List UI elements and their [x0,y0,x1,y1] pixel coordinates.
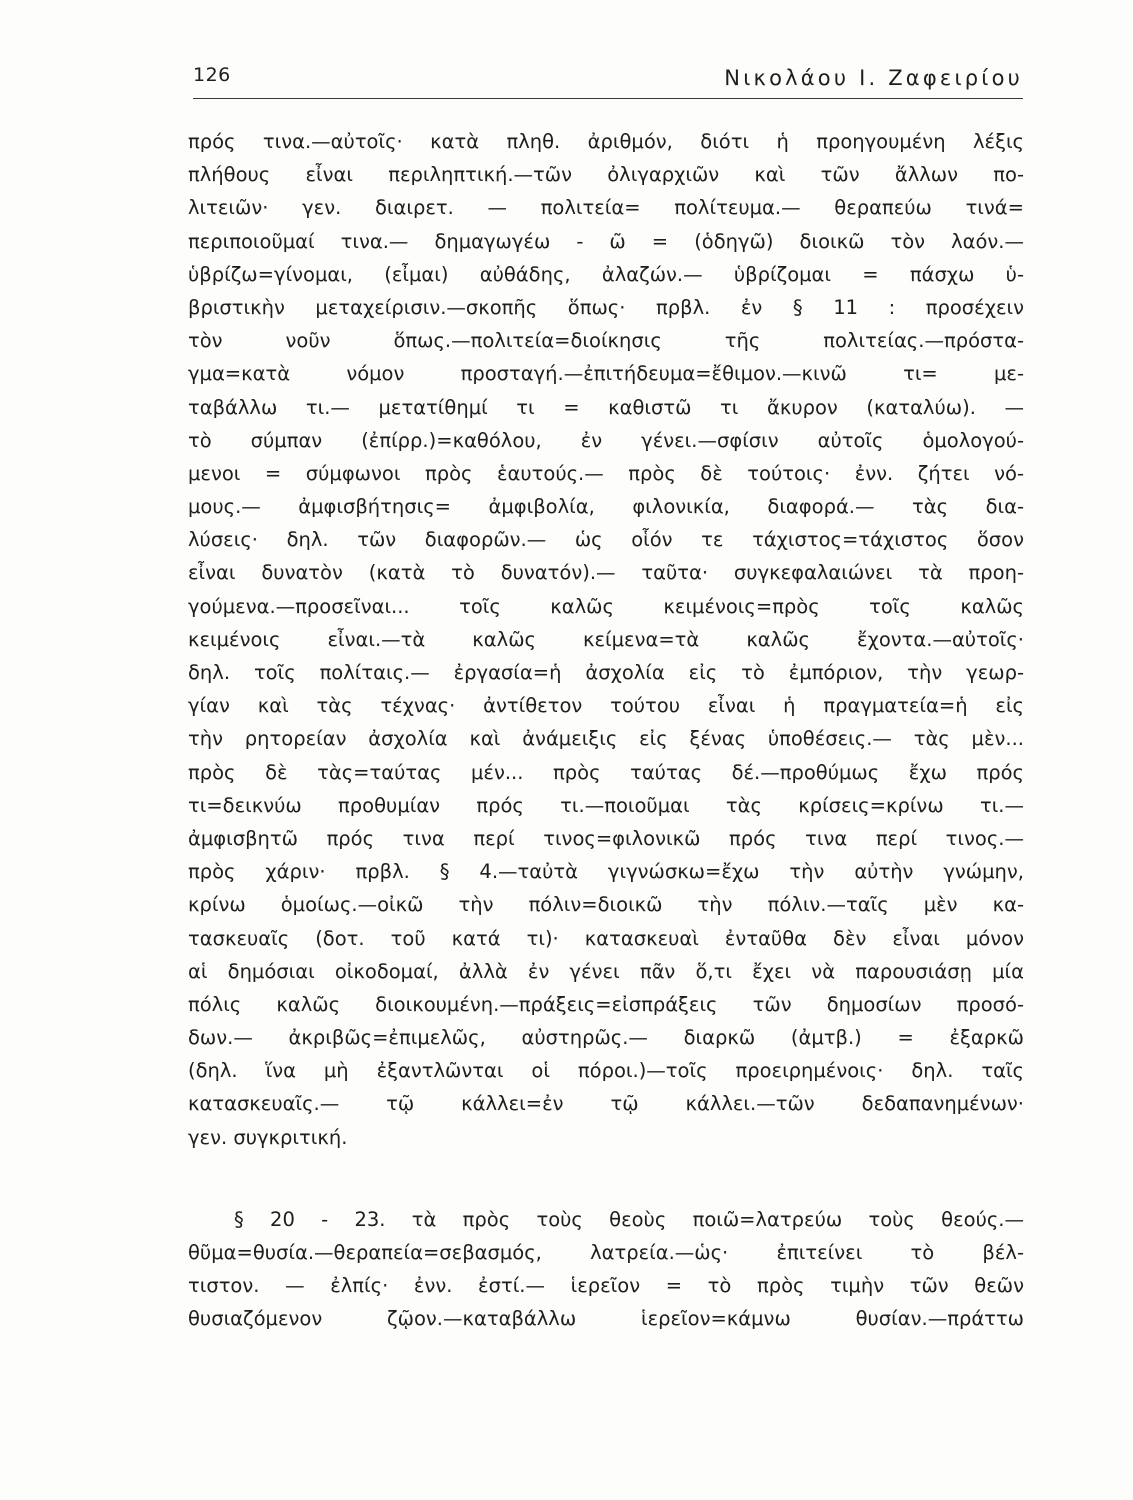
page-header [193,64,1023,99]
text-line: βριστικὴν μεταχείρισιν.—σκοπῆς ὅπως· πρβλ. ἐν § 11 : προσέχειν [188,295,1024,319]
text-line: γούμενα.—προσεῖναι... τοῖς καλῶς κειμένοις=πρὸς τοῖς καλῶς [188,594,1024,618]
text-line: πρὸς δὲ τὰς=ταύτας μέν... πρὸς ταύτας δέ.—προθύμως ἔχω πρός [188,760,1024,784]
text-line: δων.— ἀκριβῶς=ἐπιμελῶς, αὐστηρῶς.— διαρκῶ (ἀμτβ.) = ἐξαρκῶ [188,1026,1024,1050]
text-line: τι=δεικνύω προθυμίαν πρός τι.—ποιοῦμαι τὰς κρίσεις=κρίνω τι.— [188,793,1024,817]
text-line: πρός τινα.—αὐτοῖς· κατὰ πληθ. ἀριθμόν, διότι ἡ προηγουμένη λέξις [188,130,1024,153]
text-line: κειμένοις εἶναι.—τὰ καλῶς κείμενα=τὰ καλῶς ἔχοντα.—αὐτοῖς· [188,627,1024,651]
text-line: μενοι = σύμφωνοι πρὸς ἑαυτούς.— πρὸς δὲ τούτοις· ἐνν. ζήτει νό- [188,461,1024,485]
text-line: γμα=κατὰ νόμον προσταγή.—ἐπιτήδευμα=ἔθιμον.—κινῶ τι= με- [188,362,1024,386]
text-line: ὑβρίζω=γίνομαι, (εἶμαι) αὐθάδης, ἀλαζών.— ὑβρίζομαι = πάσχω ὑ- [188,262,1024,286]
text-line: δηλ. τοῖς πολίταις.— ἐργασία=ἡ ἀσχολία εἰς τὸ ἐμπόριον, τὴν γεωρ- [188,661,1024,684]
body-text [188,125,1024,1336]
text-line: μους.— ἀμφισβήτησις= ἀμφιβολία, φιλονικία, διαφορά.— τὰς δια- [188,495,1024,519]
text-line: πλήθους εἶναι περιληπτική.—τῶν ὀλιγαρχιῶν καὶ τῶν ἄλλων πο- [188,163,1024,187]
text-line: τὴν ρητορείαν ἀσχολία καὶ ἀνάμειξις εἰς ξένας ὑποθέσεις.— τὰς μὲν... [188,727,1024,751]
text-line: πρὸς χάριν· πρβλ. § 4.—ταὐτὰ γιγνώσκω=ἔχω τὴν αὐτὴν γνώμην, [188,860,1024,884]
text-line: περιποιοῦμαί τινα.— δημαγωγέω - ῶ = (ὁδηγῶ) διοικῶ τὸν λαόν.— [188,229,1024,253]
text-line: (δηλ. ἵνα μὴ ἐξαντλῶνται οἱ πόροι.)—τοῖς προειρημένοις· δηλ. ταῖς [188,1059,1024,1083]
text-line: τὸ σύμπαν (ἐπίρρ.)=καθόλου, ἐν γένει.—σφίσιν αὐτοῖς ὁμολογού- [188,428,1024,452]
text-line: ἀμφισβητῶ πρός τινα περί τινος=φιλονικῶ πρός τινα περί τινος.— [188,826,1024,850]
page-number: 126 [193,64,231,86]
paragraph-section-20-23 [188,1203,1024,1336]
text-line: λιτειῶν· γεν. διαιρετ. — πολιτεία= πολίτευμα.— θεραπεύω τινά= [188,196,1024,220]
running-head: Νικολάου Ι. Ζαφειρίου [724,66,1023,90]
text-line: τασκευαῖς (δοτ. τοῦ κατά τι)· κατασκευαὶ ἐνταῦθα δὲν εἶναι μόνον [188,926,1024,950]
text-line: θῦμα=θυσία.—θεραπεία=σεβασμός, λατρεία.—ὡς· ἐπιτείνει τὸ βέλ- [188,1241,1024,1264]
text-line: τιστον. — ἐλπίς· ἐνν. ἐστί.— ἱερεῖον = τὸ πρὸς τιμὴν τῶν θεῶν [188,1274,1024,1298]
text-line: § 20 - 23. τὰ πρὸς τοὺς θεοὺς ποιῶ=λατρεύω τοὺς θεούς.— [234,1207,1024,1231]
paragraph-commentary [188,125,1024,1154]
text-line: πόλις καλῶς διοικουμένη.—πράξεις=εἰσπράξεις τῶν δημοσίων προσό- [188,992,1024,1016]
text-line: θυσιαζόμενον ζῷον.—καταβάλλω ἱερεῖον=κάμνω θυσίαν.—πράττω [188,1307,1024,1331]
paragraph-gap [188,1154,1024,1203]
text-line: εἶναι δυνατὸν (κατὰ τὸ δυνατόν).— ταῦτα· συγκεφαλαιώνει τὰ προη- [188,561,1024,585]
text-line: γίαν καὶ τὰς τέχνας· ἀντίθετον τούτου εἶναι ἡ πραγματεία=ἡ εἰς [188,694,1024,718]
text-line: ταβάλλω τι.— μετατίθημί τι = καθιστῶ τι ἄκυρον (καταλύω). — [188,395,1024,419]
text-line: γεν. συγκριτική. [188,1125,348,1149]
text-line: λύσεις· δηλ. τῶν διαφορῶν.— ὡς οἷόν τε τάχιστος=τάχιστος ὅσον [188,528,1024,552]
text-line: κρίνω ὁμοίως.—οἰκῶ τὴν πόλιν=διοικῶ τὴν πόλιν.—ταῖς μὲν κα- [188,893,1024,917]
text-line: τὸν νοῦν ὅπως.—πολιτεία=διοίκησις τῆς πολιτείας.—πρόστα- [188,329,1024,353]
text-line: κατασκευαῖς.— τῷ κάλλει=ἐν τῷ κάλλει.—τῶν δεδαπανημένων· [188,1092,1024,1116]
text-line: αἱ δημόσιαι οἰκοδομαί, ἀλλὰ ἐν γένει πᾶν ὅ,τι ἔχει νὰ παρουσιάσῃ μία [188,959,1024,983]
